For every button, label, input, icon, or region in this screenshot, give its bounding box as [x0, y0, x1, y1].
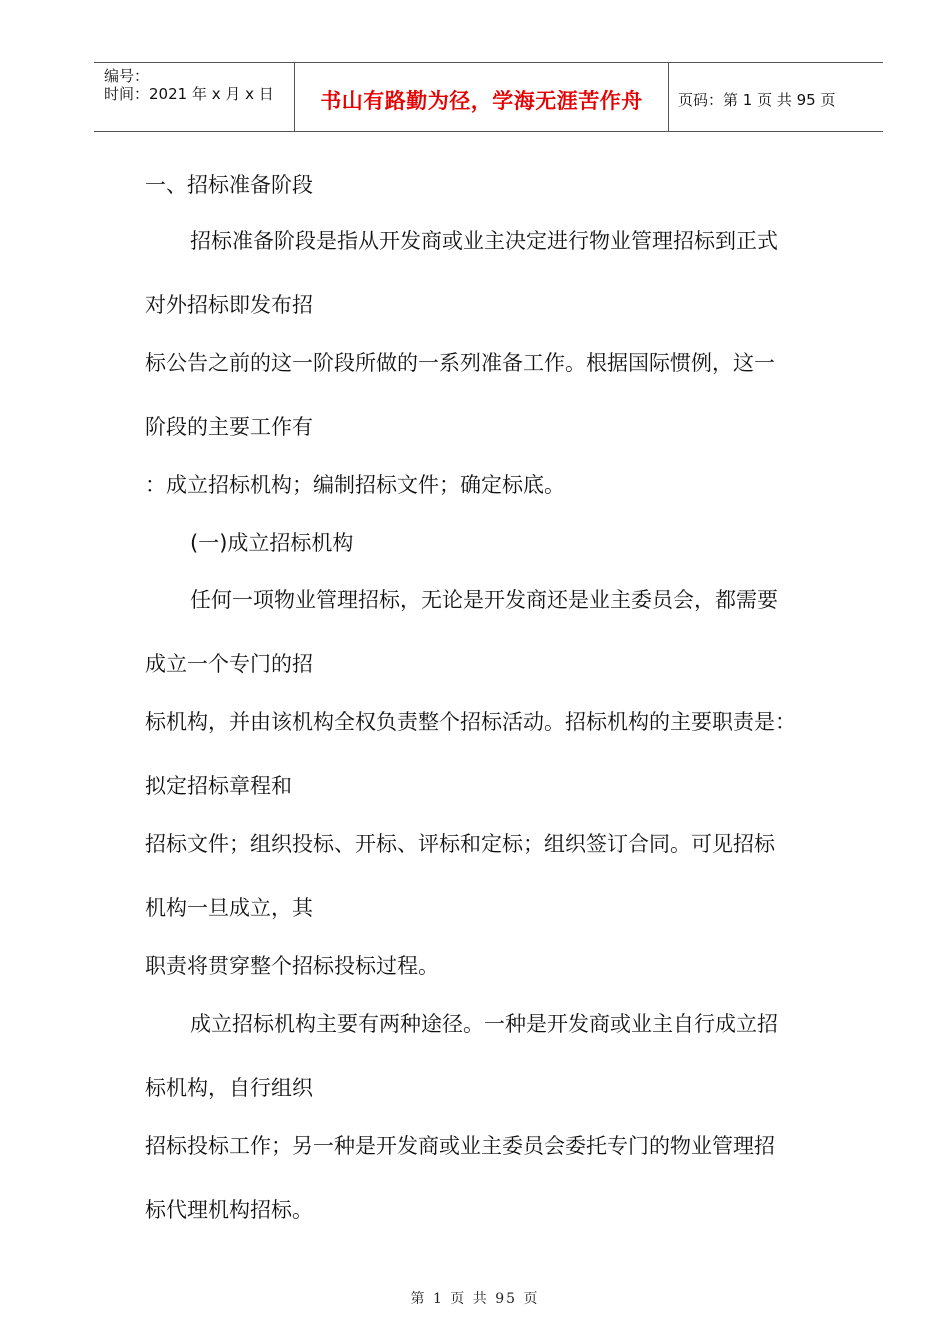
paragraph-line: 职责将贯穿整个招标投标过程。 [145, 954, 439, 978]
paragraph-line: 招标文件；组织投标、开标、评标和定标；组织签订合同。可见招标 [145, 832, 775, 856]
paragraph-line: 招标投标工作；另一种是开发商或业主委员会委托专门的物业管理招 [145, 1134, 775, 1158]
paragraph-line: 标机构，自行组织 [145, 1076, 313, 1100]
paragraph-line: ：成立招标机构；编制招标文件；确定标底。 [145, 473, 565, 497]
header-page-cell [668, 63, 883, 131]
header-motto-cell [294, 63, 669, 131]
time-label: 时间：2021 年 x 月 x 日 [104, 85, 274, 103]
subsection-heading: (一)成立招标机构 [190, 531, 354, 555]
paragraph-line: 标公告之前的这一阶段所做的一系列准备工作。根据国际惯例，这一 [145, 351, 775, 375]
paragraph-line: 成立一个专门的招 [145, 652, 313, 676]
serial-number-label: 编号： [104, 67, 150, 85]
page-header [94, 62, 883, 132]
page-footer: 第 1 页 共 95 页 [410, 1291, 540, 1307]
paragraph-line: 标机构，并由该机构全权负责整个招标活动。招标机构的主要职责是： [145, 710, 796, 734]
paragraph-line: 标代理机构招标。 [145, 1198, 313, 1222]
header-page-info: 页码：第 1 页 共 95 页 [678, 91, 836, 109]
paragraph-line: 成立招标机构主要有两种途径。一种是开发商或业主自行成立招 [190, 1012, 778, 1036]
paragraph-line: 对外招标即发布招 [145, 293, 313, 317]
paragraph-line: 任何一项物业管理招标，无论是开发商还是业主委员会，都需要 [190, 588, 778, 612]
paragraph-line: 招标准备阶段是指从开发商或业主决定进行物业管理招标到正式 [190, 229, 778, 253]
paragraph-line: 机构一旦成立，其 [145, 896, 313, 920]
section-heading: 一、招标准备阶段 [145, 173, 313, 197]
paragraph-line: 拟定招标章程和 [145, 774, 292, 798]
paragraph-line: 阶段的主要工作有 [145, 415, 313, 439]
header-meta-cell [94, 63, 294, 131]
header-motto: 书山有路勤为径，学海无涯苦作舟 [320, 89, 643, 113]
